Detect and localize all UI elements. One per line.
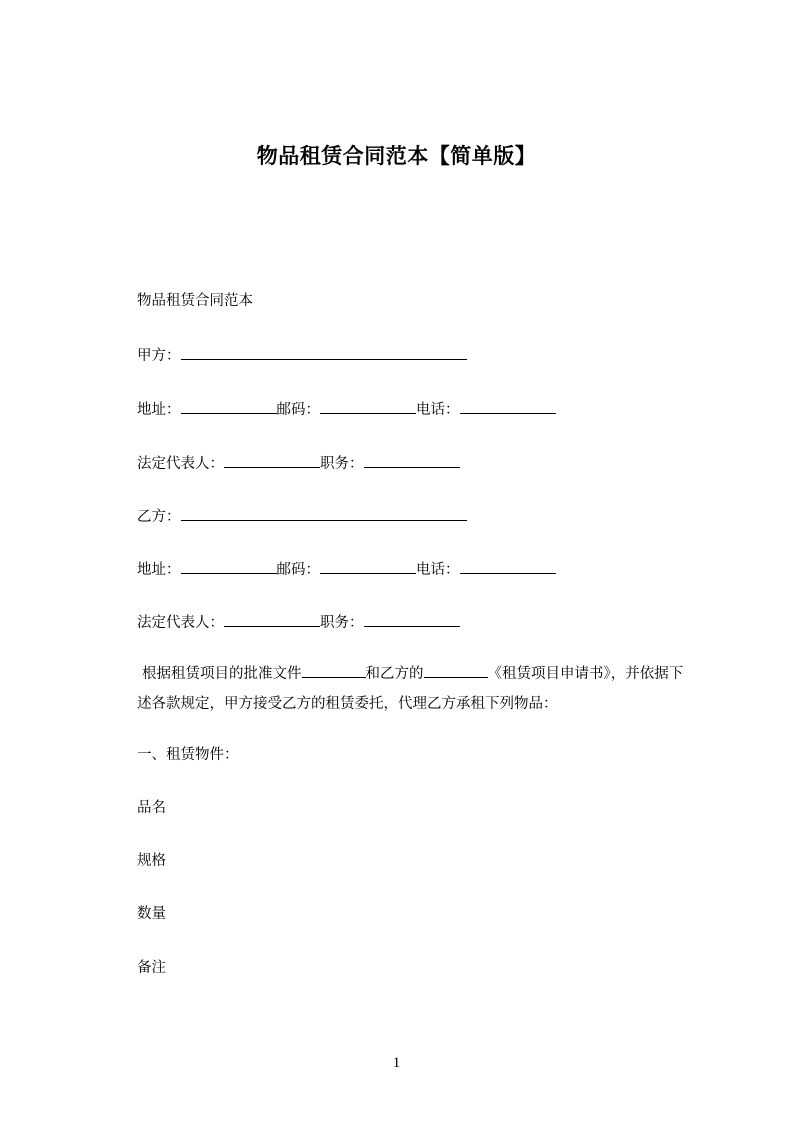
intro-text-3: 《租赁项目申请书》，并依据下述各款规定，甲方接受乙方的租赁委托，代理乙方承租下列物品： xyxy=(137,666,684,712)
item-quantity: 数量 xyxy=(137,906,166,922)
document-subtitle: 物品租赁合同范本 xyxy=(137,293,253,309)
party-b-address-label: 地址： xyxy=(137,562,181,578)
intro-text-1: 根据租赁项目的批准文件 xyxy=(142,666,302,682)
party-b-blank[interactable] xyxy=(181,506,467,521)
party-b-line xyxy=(137,506,467,527)
party-b-position-label: 职务： xyxy=(320,615,364,631)
party-a-label: 甲方： xyxy=(137,348,181,364)
approval-doc-blank[interactable] xyxy=(302,663,366,678)
item-name: 品名 xyxy=(137,800,166,816)
party-a-rep-line xyxy=(137,453,460,474)
party-a-rep-blank[interactable] xyxy=(224,453,320,468)
party-a-zip-label: 邮码： xyxy=(276,402,320,418)
party-b-address-blank[interactable] xyxy=(181,559,277,574)
party-a-rep-label: 法定代表人： xyxy=(137,456,224,472)
party-b-rep-blank[interactable] xyxy=(224,612,320,627)
section-1-heading: 一、租赁物件： xyxy=(137,747,239,763)
party-b-rep-line xyxy=(137,612,460,633)
party-a-address-blank[interactable] xyxy=(181,399,277,414)
party-a-address-label: 地址： xyxy=(137,402,181,418)
intro-paragraph xyxy=(137,659,697,719)
page-number: 1 xyxy=(392,1055,401,1071)
party-b-label: 乙方： xyxy=(137,509,181,525)
party-b-phone-label: 电话： xyxy=(416,562,460,578)
intro-text-2: 和乙方的 xyxy=(365,666,424,682)
party-b-phone-blank[interactable] xyxy=(460,559,556,574)
party-b-position-blank[interactable] xyxy=(364,612,460,627)
party-a-blank[interactable] xyxy=(181,345,467,360)
party-a-contact-line xyxy=(137,399,556,420)
party-a-phone-blank[interactable] xyxy=(460,399,556,414)
party-a-line xyxy=(137,345,467,366)
item-spec: 规格 xyxy=(137,853,166,869)
party-b-rep-label: 法定代表人： xyxy=(137,615,224,631)
party-b-contact-line xyxy=(137,559,556,580)
application-blank[interactable] xyxy=(424,663,488,678)
item-remark: 备注 xyxy=(137,960,166,976)
party-b-zip-label: 邮码： xyxy=(276,562,320,578)
party-b-zip-blank[interactable] xyxy=(320,559,416,574)
party-a-position-blank[interactable] xyxy=(364,453,460,468)
party-a-position-label: 职务： xyxy=(320,456,364,472)
page-title: 物品租赁合同范本【简单版】 xyxy=(256,144,537,168)
party-a-phone-label: 电话： xyxy=(416,402,460,418)
party-a-zip-blank[interactable] xyxy=(320,399,416,414)
